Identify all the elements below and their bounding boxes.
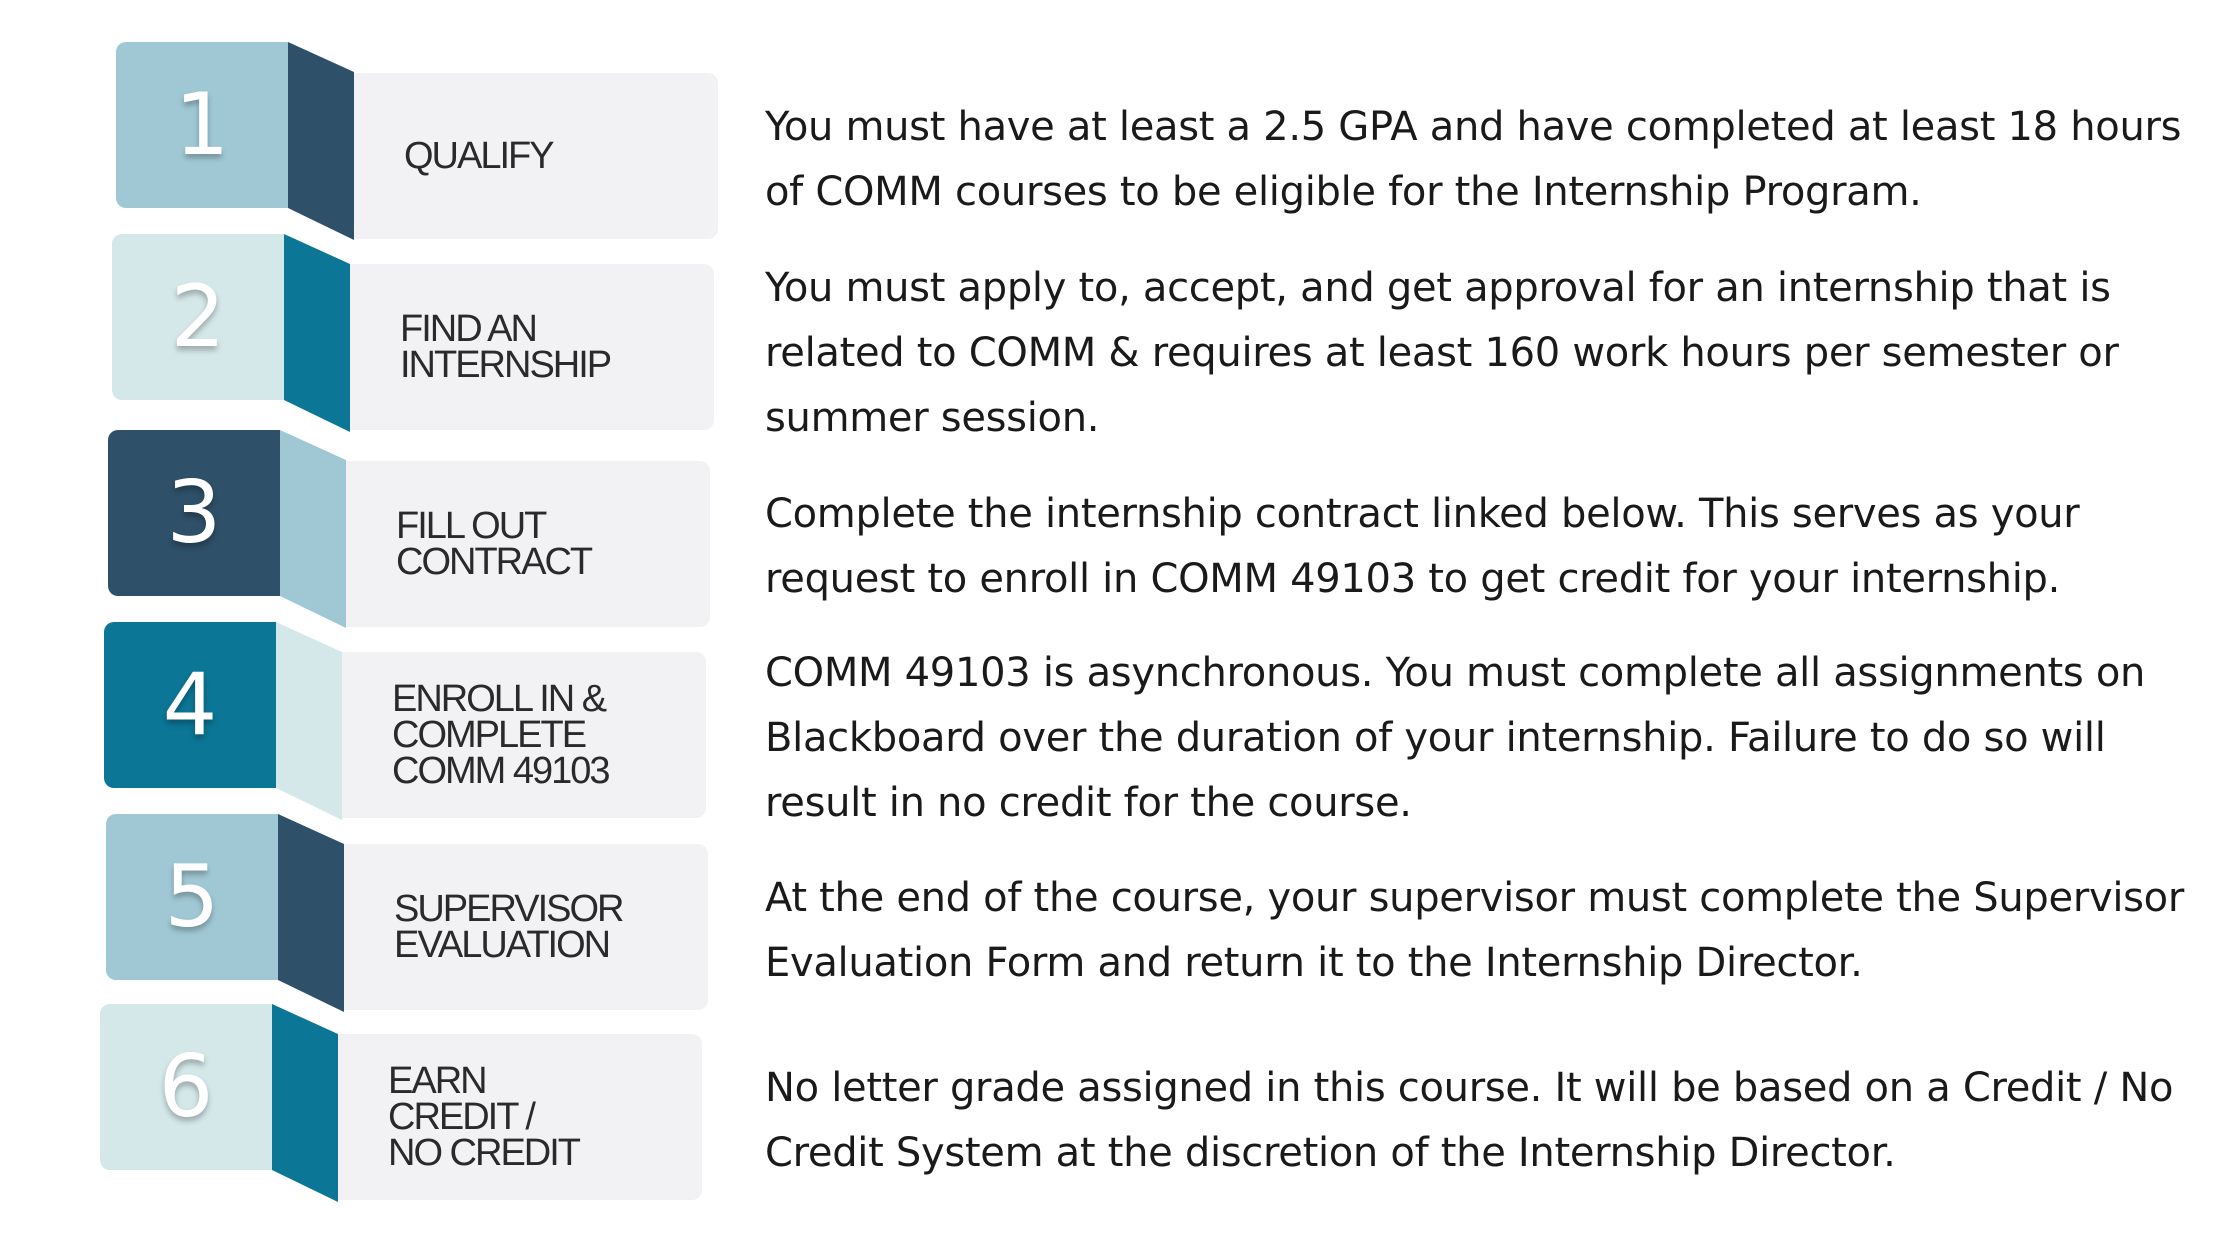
- step-6-fold: [272, 1004, 338, 1202]
- step-1-label: QUALIFY: [404, 135, 553, 177]
- step-5-number-box: 5: [106, 814, 278, 980]
- step-1-description: You must have at least a 2.5 GPA and have completed at least 18 hours of COMM courses to be eligible for the Internship Program.: [765, 104, 2182, 215]
- step-4-label: ENROLL IN & COMPLETE COMM 49103: [392, 678, 609, 792]
- step-2-description: You must apply to, accept, and get approval for an internship that is related to COMM & requires at least 160 work hours per semester or summer session.: [765, 265, 2119, 441]
- step-3-description: Complete the internship contract linked below. This serves as your request to enroll in COMM 49103 to get credit for your internship.: [765, 491, 2080, 602]
- step-5-label: SUPERVISOR EVALUATION: [394, 888, 623, 966]
- step-4-number-box: 4: [104, 622, 276, 788]
- step-5-fold: [278, 814, 344, 1012]
- step-6-label: EARN CREDIT / NO CREDIT: [388, 1060, 579, 1174]
- step-5-description: At the end of the course, your supervisor must complete the Supervisor Evaluation Form and return it to the Internship Director.: [765, 875, 2185, 986]
- step-3-label: FILL OUT CONTRACT: [396, 505, 592, 583]
- step-1-number-box: 1: [116, 42, 288, 208]
- step-3-number-box: 3: [108, 430, 280, 596]
- step-6-label-box: [338, 1034, 702, 1200]
- step-2-label: FIND AN INTERNSHIP: [400, 308, 611, 386]
- step-4-label-box: [342, 652, 706, 818]
- step-3-fold: [280, 430, 346, 628]
- step-2-fold: [284, 234, 350, 432]
- step-6-description: No letter grade assigned in this course. It will be based on a Credit / No Credit System at the discretion of the Internship Director.: [765, 1065, 2174, 1176]
- step-6-number-box: 6: [100, 1004, 272, 1170]
- step-2-number-box: 2: [112, 234, 284, 400]
- step-2-label-box: [350, 264, 714, 430]
- step-4-description: COMM 49103 is asynchronous. You must complete all assignments on Blackboard over the duration of your internship. Failure to do so will result in no credit for the course.: [765, 650, 2146, 826]
- step-5-label-box: [344, 844, 708, 1010]
- step-3-label-box: [346, 461, 710, 627]
- step-4-fold: [276, 622, 342, 820]
